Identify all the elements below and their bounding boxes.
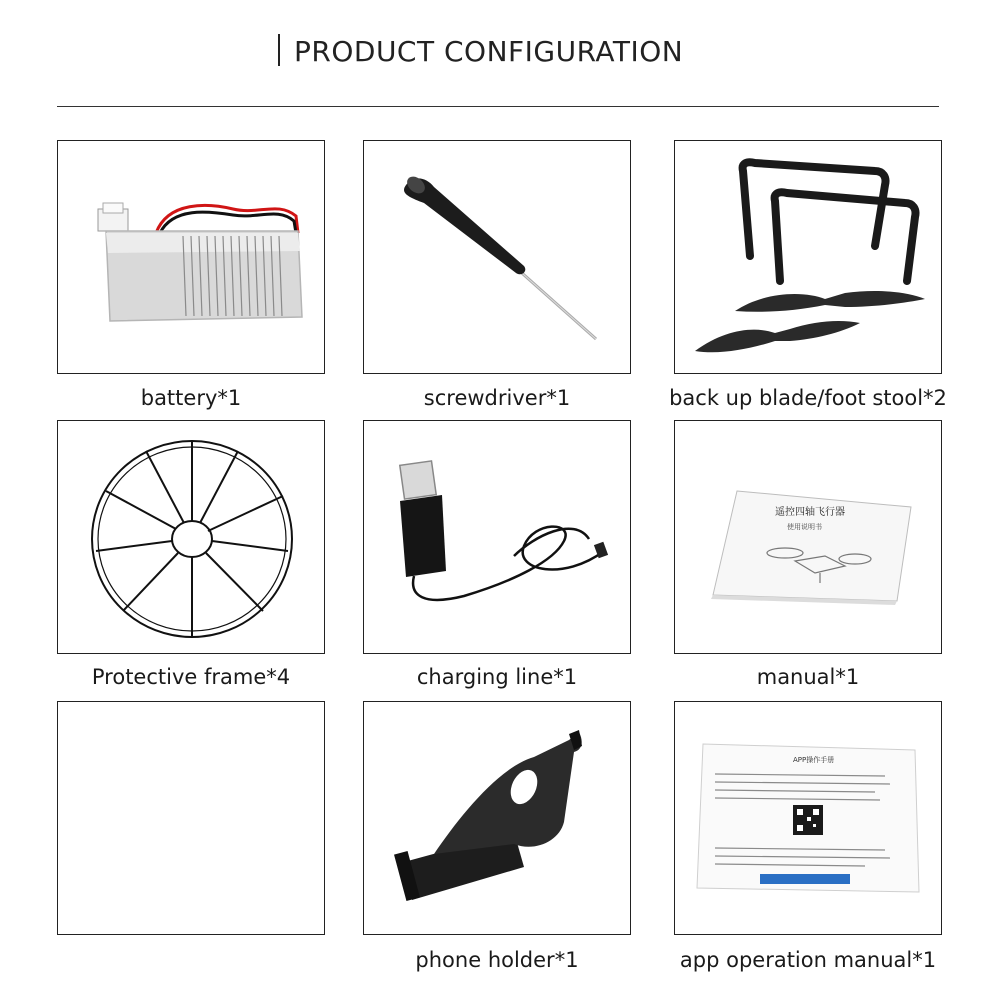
item-cell-empty <box>57 701 325 935</box>
item-caption-charging-line: charging line*1 <box>416 665 578 689</box>
app-manual-title: APP操作手册 <box>793 756 835 764</box>
manual-cover-subtitle: 使用说明书 <box>787 523 822 531</box>
page-title <box>278 34 683 68</box>
title-rule-divider <box>57 106 939 107</box>
screwdriver-image <box>364 141 632 375</box>
page-title-text: PRODUCT CONFIGURATION <box>294 35 684 68</box>
manual-cover-title: 遥控四轴飞行器 <box>775 507 845 518</box>
manual-image <box>675 421 943 655</box>
item-caption-protective-frame: Protective frame*4 <box>91 665 291 689</box>
phone-holder-image <box>364 702 632 936</box>
item-cell-manual <box>674 420 942 654</box>
item-cell-screwdriver <box>363 140 631 374</box>
item-cell-protective-frame <box>57 420 325 654</box>
item-cell-battery <box>57 140 325 374</box>
item-caption-manual: manual*1 <box>756 665 860 689</box>
item-cell-app-manual <box>674 701 942 935</box>
item-caption-battery: battery*1 <box>140 386 242 410</box>
item-cell-charging-line <box>363 420 631 654</box>
item-caption-blade-footstool: back up blade/foot stool*2 <box>669 386 947 410</box>
app-manual-image <box>675 702 943 936</box>
usb-charging-cable-image <box>364 421 632 655</box>
title-bar-divider <box>278 34 280 66</box>
item-caption-phone-holder: phone holder*1 <box>415 948 579 972</box>
item-caption-app-manual: app operation manual*1 <box>679 948 937 972</box>
protective-frame-image <box>58 421 326 655</box>
blade-footstool-image <box>675 141 943 375</box>
item-cell-blade-footstool <box>674 140 942 374</box>
item-cell-phone-holder <box>363 701 631 935</box>
battery-image <box>58 141 326 375</box>
item-caption-screwdriver: screwdriver*1 <box>423 386 571 410</box>
